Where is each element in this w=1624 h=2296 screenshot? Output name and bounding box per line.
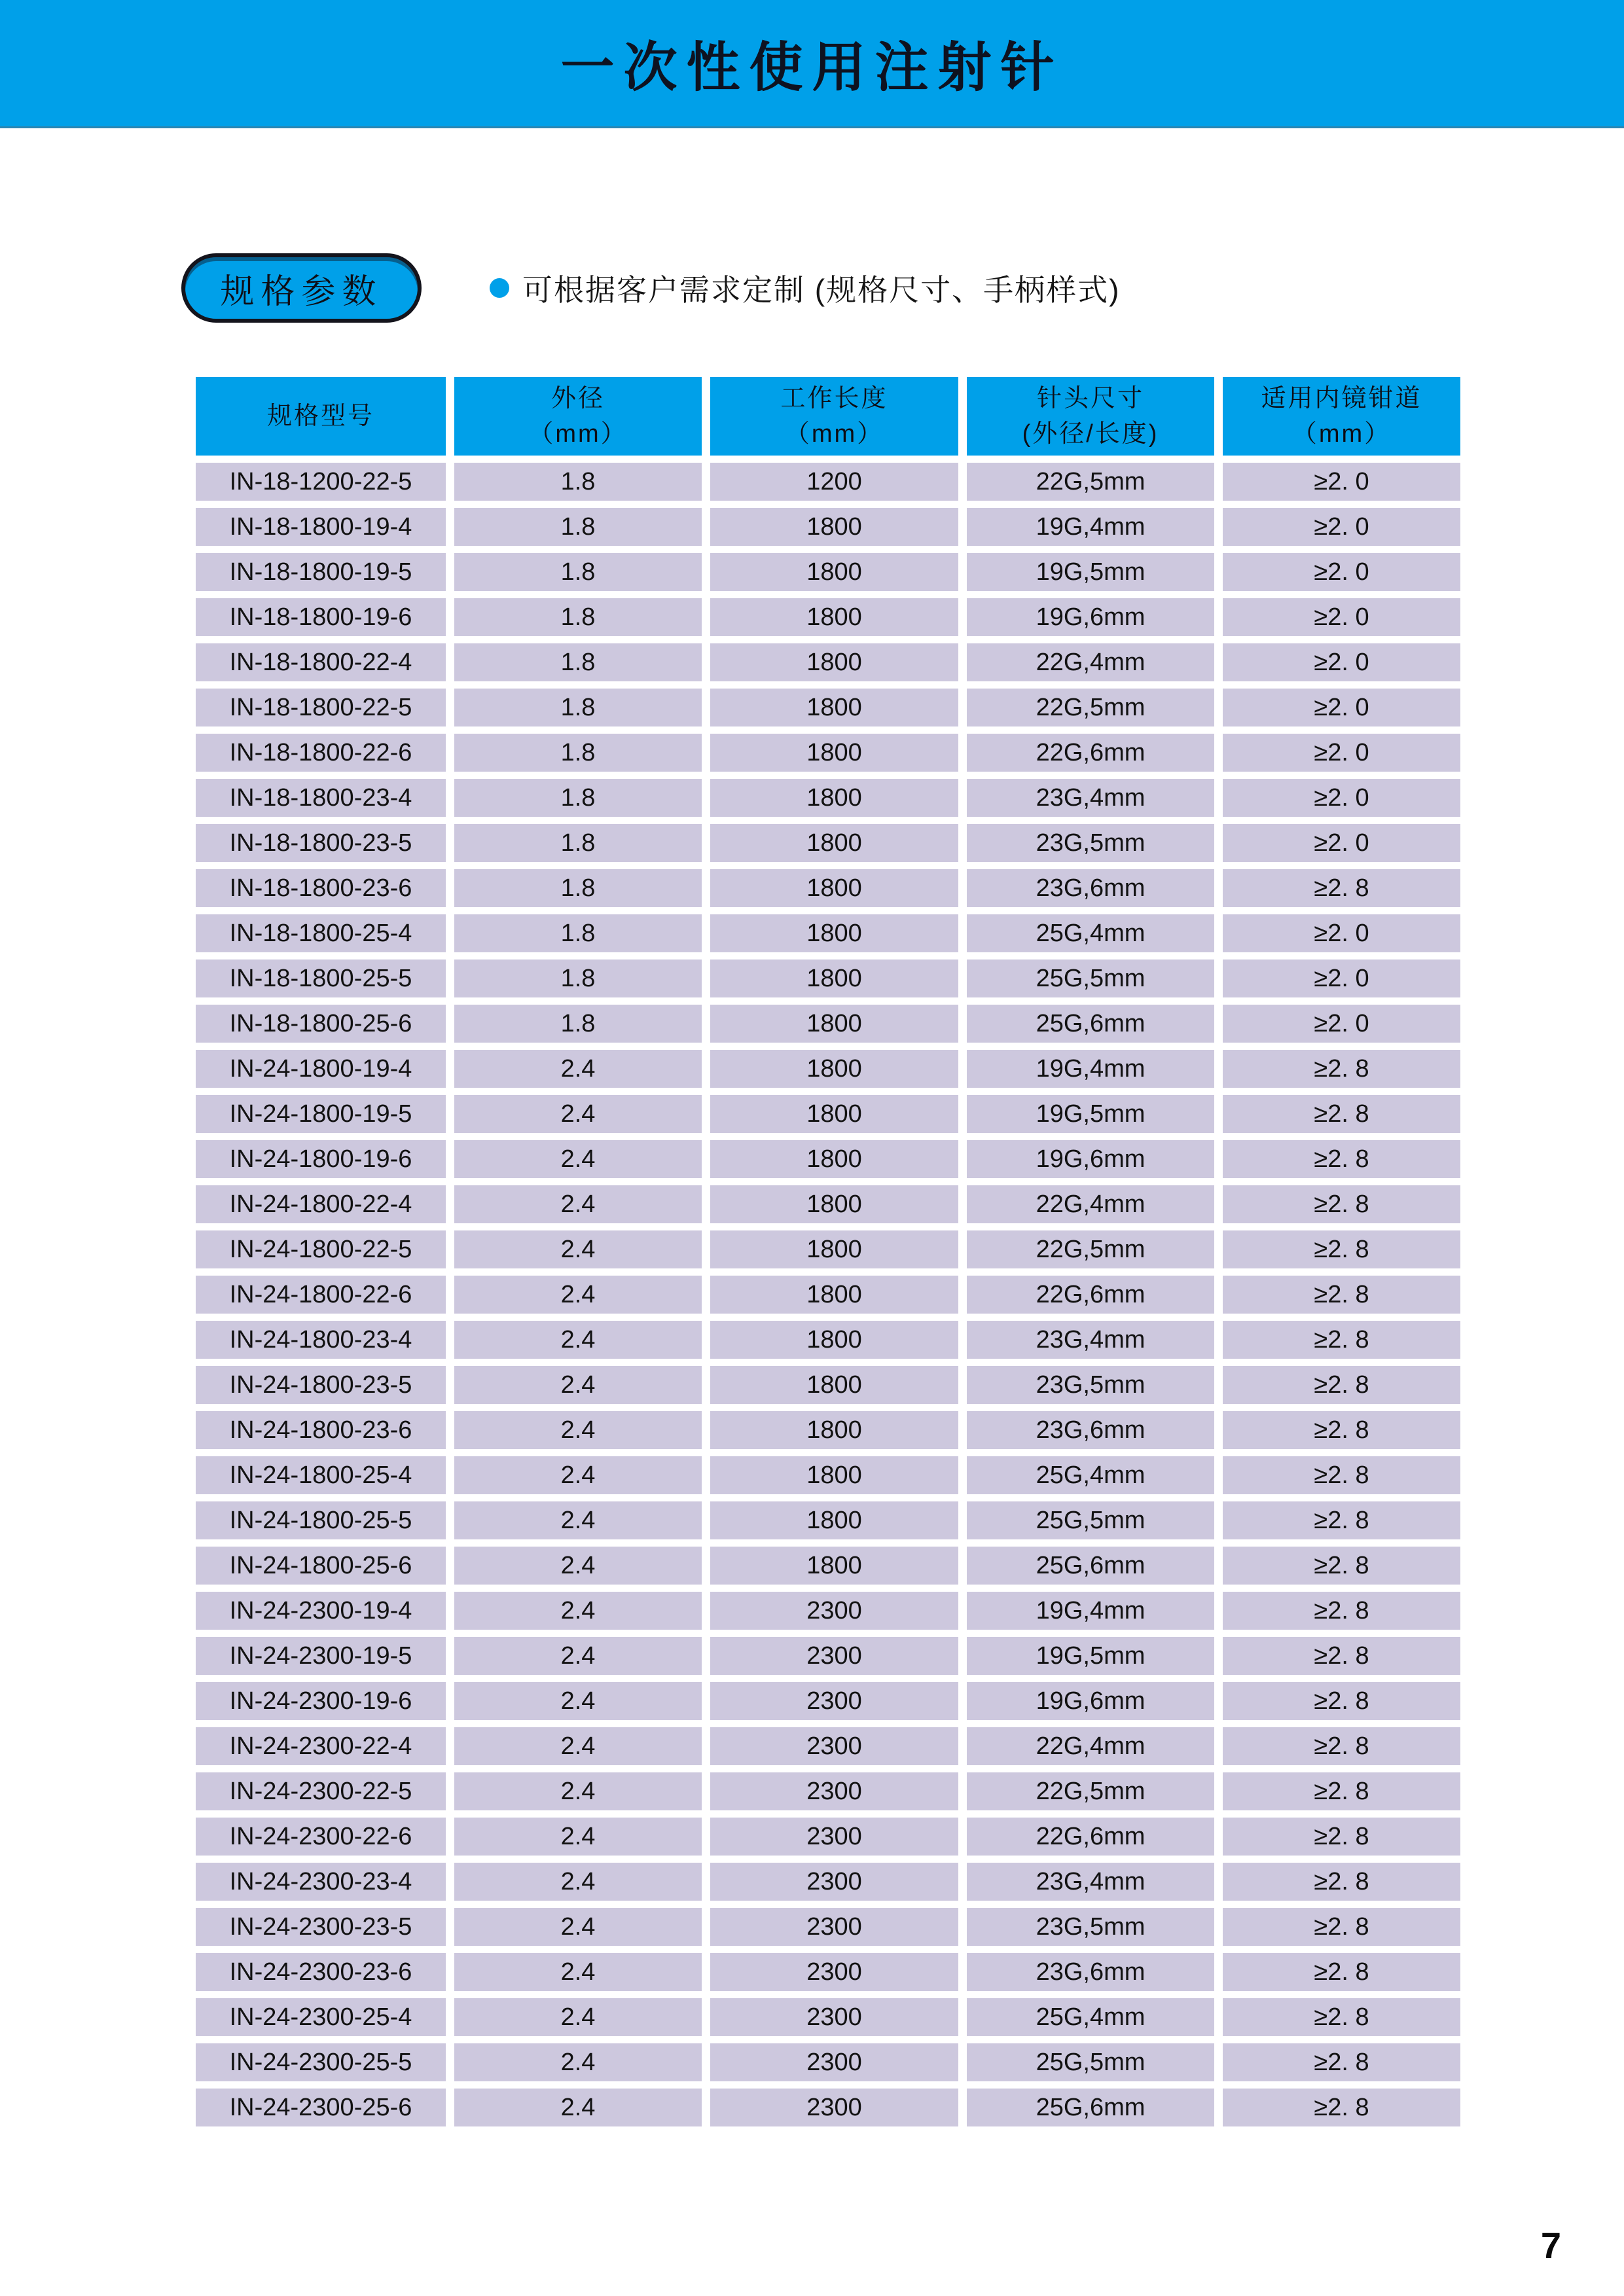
table-cell: 1.8	[454, 1005, 702, 1043]
table-cell: ≥2. 8	[1223, 1501, 1460, 1539]
table-cell: 2300	[710, 2089, 958, 2126]
table-cell: 23G,4mm	[967, 779, 1214, 817]
table-cell: ≥2. 0	[1223, 1005, 1460, 1043]
table-cell: IN-24-1800-22-5	[196, 1230, 446, 1268]
table-cell: 19G,5mm	[967, 1095, 1214, 1133]
table-cell: IN-24-1800-19-5	[196, 1095, 446, 1133]
table-cell: IN-24-2300-25-5	[196, 2043, 446, 2081]
table-cell: IN-24-1800-25-6	[196, 1547, 446, 1585]
table-cell: ≥2. 8	[1223, 1366, 1460, 1404]
table-cell: ≥2. 8	[1223, 1863, 1460, 1901]
table-cell: 1.8	[454, 960, 702, 997]
table-cell: IN-24-2300-23-6	[196, 1953, 446, 1991]
table-cell: IN-24-2300-19-5	[196, 1637, 446, 1675]
table-cell: 22G,5mm	[967, 1230, 1214, 1268]
table-cell: 1800	[710, 598, 958, 636]
table-cell: IN-18-1800-22-4	[196, 643, 446, 681]
section-label-pill	[181, 253, 422, 323]
column-header-outer-diameter	[454, 377, 702, 456]
table-cell: 23G,5mm	[967, 824, 1214, 862]
spec-table	[196, 377, 1463, 2126]
section-label-text: 规格参数	[220, 272, 383, 311]
table-cell: 22G,4mm	[967, 1727, 1214, 1765]
table-cell: 1.8	[454, 689, 702, 726]
table-cell: 2.4	[454, 1276, 702, 1314]
table-cell: IN-24-1800-23-5	[196, 1366, 446, 1404]
table-cell: 1800	[710, 1547, 958, 1585]
table-cell: 1800	[710, 1185, 958, 1223]
column-header-subtitle: （mm）	[528, 420, 628, 448]
table-cell: 2.4	[454, 1908, 702, 1946]
table-cell: IN-18-1800-19-5	[196, 553, 446, 591]
table-cell: 19G,4mm	[967, 1050, 1214, 1088]
table-cell: IN-18-1800-25-4	[196, 914, 446, 952]
table-cell: ≥2. 8	[1223, 1727, 1460, 1765]
table-cell: 1800	[710, 1140, 958, 1178]
table-cell: 2.4	[454, 1682, 702, 1720]
table-cell: 2.4	[454, 1727, 702, 1765]
table-cell: 19G,5mm	[967, 553, 1214, 591]
table-cell: ≥2. 8	[1223, 1637, 1460, 1675]
column-header-endoscope-channel	[1223, 377, 1460, 456]
customization-note-row	[490, 253, 1120, 323]
bullet-dot-icon	[490, 278, 509, 298]
table-cell: 2300	[710, 1727, 958, 1765]
table-cell: ≥2. 8	[1223, 1547, 1460, 1585]
table-cell: 25G,5mm	[967, 960, 1214, 997]
table-cell: 2.4	[454, 1501, 702, 1539]
table-cell: ≥2. 0	[1223, 508, 1460, 546]
table-cell: 23G,4mm	[967, 1863, 1214, 1901]
table-cell: 1800	[710, 1230, 958, 1268]
table-cell: 1800	[710, 1366, 958, 1404]
table-cell: 1800	[710, 779, 958, 817]
table-cell: 25G,5mm	[967, 1501, 1214, 1539]
table-cell: ≥2. 8	[1223, 869, 1460, 907]
table-cell: IN-24-2300-22-6	[196, 1818, 446, 1856]
table-cell: 1800	[710, 914, 958, 952]
table-cell: 2.4	[454, 1140, 702, 1178]
table-cell: 19G,6mm	[967, 598, 1214, 636]
table-cell: ≥2. 8	[1223, 1682, 1460, 1720]
table-cell: ≥2. 0	[1223, 689, 1460, 726]
table-cell: 1800	[710, 1411, 958, 1449]
table-cell: 2.4	[454, 1321, 702, 1359]
table-cell: 1800	[710, 1050, 958, 1088]
table-cell: ≥2. 8	[1223, 1276, 1460, 1314]
table-cell: 1.8	[454, 824, 702, 862]
table-cell: 2.4	[454, 1953, 702, 1991]
table-cell: 25G,5mm	[967, 2043, 1214, 2081]
table-cell: ≥2. 0	[1223, 734, 1460, 772]
table-cell: 1800	[710, 553, 958, 591]
table-cell: 19G,4mm	[967, 1592, 1214, 1630]
table-cell: IN-24-1800-22-6	[196, 1276, 446, 1314]
table-cell: ≥2. 8	[1223, 1185, 1460, 1223]
page-number: 7	[1540, 2225, 1561, 2266]
table-cell: 22G,6mm	[967, 1276, 1214, 1314]
table-cell: 22G,4mm	[967, 643, 1214, 681]
table-cell: 1800	[710, 824, 958, 862]
table-cell: 1800	[710, 1321, 958, 1359]
table-cell: 1.8	[454, 914, 702, 952]
table-cell: 25G,4mm	[967, 1998, 1214, 2036]
table-cell: 25G,6mm	[967, 1005, 1214, 1043]
table-cell: 22G,5mm	[967, 463, 1214, 501]
column-header-title: 规格型号	[266, 403, 374, 430]
table-cell: 2.4	[454, 1095, 702, 1133]
table-cell: 1800	[710, 1456, 958, 1494]
table-cell: ≥2. 0	[1223, 960, 1460, 997]
table-cell: 23G,6mm	[967, 1953, 1214, 1991]
table-cell: 2300	[710, 1592, 958, 1630]
table-cell: 1800	[710, 960, 958, 997]
table-cell: 1800	[710, 1276, 958, 1314]
table-cell: 2.4	[454, 1863, 702, 1901]
table-cell: 1800	[710, 869, 958, 907]
table-cell: 2.4	[454, 1547, 702, 1585]
table-cell: 1.8	[454, 553, 702, 591]
table-cell: ≥2. 8	[1223, 1230, 1460, 1268]
table-cell: IN-24-1800-19-4	[196, 1050, 446, 1088]
table-cell: ≥2. 0	[1223, 463, 1460, 501]
table-cell: 1800	[710, 508, 958, 546]
table-cell: 22G,4mm	[967, 1185, 1214, 1223]
table-cell: 1800	[710, 1095, 958, 1133]
table-cell: ≥2. 8	[1223, 1908, 1460, 1946]
table-cell: ≥2. 8	[1223, 1456, 1460, 1494]
table-cell: ≥2. 8	[1223, 1321, 1460, 1359]
table-cell: 2300	[710, 1772, 958, 1810]
table-cell: IN-18-1800-23-6	[196, 869, 446, 907]
table-cell: 22G,6mm	[967, 734, 1214, 772]
column-header-title: 外径	[550, 385, 605, 412]
table-cell: ≥2. 8	[1223, 1095, 1460, 1133]
table-cell: 2.4	[454, 1366, 702, 1404]
table-cell: 1.8	[454, 869, 702, 907]
column-header-subtitle: (外径/长度)	[1022, 420, 1159, 448]
table-cell: IN-18-1800-25-5	[196, 960, 446, 997]
table-cell: 25G,6mm	[967, 2089, 1214, 2126]
table-cell: ≥2. 8	[1223, 1411, 1460, 1449]
table-cell: IN-24-2300-23-5	[196, 1908, 446, 1946]
table-cell: ≥2. 0	[1223, 553, 1460, 591]
table-cell: IN-24-2300-23-4	[196, 1863, 446, 1901]
table-cell: ≥2. 8	[1223, 1998, 1460, 2036]
table-cell: 19G,6mm	[967, 1140, 1214, 1178]
table-cell: IN-18-1800-23-4	[196, 779, 446, 817]
table-cell: 2300	[710, 1908, 958, 1946]
table-cell: 19G,6mm	[967, 1682, 1214, 1720]
table-cell: ≥2. 0	[1223, 824, 1460, 862]
table-cell: 23G,6mm	[967, 1411, 1214, 1449]
table-cell: 25G,6mm	[967, 1547, 1214, 1585]
table-cell: ≥2. 8	[1223, 1818, 1460, 1856]
column-header-title: 适用内镜钳道	[1261, 385, 1422, 412]
table-cell: IN-24-2300-22-4	[196, 1727, 446, 1765]
table-cell: ≥2. 8	[1223, 1050, 1460, 1088]
customization-note-text: 可根据客户需求定制 (规格尺寸、手柄样式)	[522, 273, 1121, 307]
column-header-title: 针头尺寸	[1036, 385, 1144, 412]
table-cell: IN-18-1800-22-6	[196, 734, 446, 772]
table-cell: 2.4	[454, 1230, 702, 1268]
table-cell: ≥2. 8	[1223, 1772, 1460, 1810]
page-header-banner	[0, 0, 1624, 128]
table-cell: 2.4	[454, 1050, 702, 1088]
table-cell: 22G,5mm	[967, 689, 1214, 726]
table-cell: ≥2. 8	[1223, 2089, 1460, 2126]
column-header-needle-size	[967, 377, 1214, 456]
table-cell: 19G,5mm	[967, 1637, 1214, 1675]
table-cell: ≥2. 8	[1223, 1592, 1460, 1630]
table-cell: IN-24-1800-23-4	[196, 1321, 446, 1359]
table-cell: IN-18-1800-23-5	[196, 824, 446, 862]
page-title: 一次性使用注射针	[560, 38, 1064, 98]
table-cell: 2300	[710, 2043, 958, 2081]
table-cell: 2.4	[454, 2089, 702, 2126]
column-header-model	[196, 377, 446, 456]
column-header-title: 工作长度	[780, 385, 888, 412]
table-cell: ≥2. 8	[1223, 1953, 1460, 1991]
table-cell: 1200	[710, 463, 958, 501]
spec-table-body	[196, 463, 1463, 2126]
table-cell: 19G,4mm	[967, 508, 1214, 546]
table-cell: 22G,6mm	[967, 1818, 1214, 1856]
table-cell: 1.8	[454, 463, 702, 501]
table-cell: IN-24-1800-22-4	[196, 1185, 446, 1223]
table-cell: 2300	[710, 1818, 958, 1856]
table-cell: 2.4	[454, 1818, 702, 1856]
column-header-subtitle: （mm）	[784, 420, 884, 448]
table-cell: IN-24-1800-25-4	[196, 1456, 446, 1494]
table-cell: 2300	[710, 1637, 958, 1675]
table-cell: ≥2. 8	[1223, 2043, 1460, 2081]
table-cell: 2.4	[454, 1185, 702, 1223]
spec-table-header-row	[196, 377, 1463, 456]
table-cell: 2.4	[454, 1998, 702, 2036]
table-cell: 25G,4mm	[967, 1456, 1214, 1494]
table-cell: IN-18-1200-22-5	[196, 463, 446, 501]
table-cell: 2.4	[454, 1637, 702, 1675]
table-cell: 1.8	[454, 598, 702, 636]
table-cell: 23G,5mm	[967, 1366, 1214, 1404]
table-cell: 23G,5mm	[967, 1908, 1214, 1946]
table-cell: 2.4	[454, 1411, 702, 1449]
table-cell: 1800	[710, 689, 958, 726]
table-cell: IN-24-2300-25-4	[196, 1998, 446, 2036]
table-cell: ≥2. 0	[1223, 598, 1460, 636]
table-cell: 1800	[710, 1005, 958, 1043]
table-cell: 25G,4mm	[967, 914, 1214, 952]
table-cell: IN-24-2300-25-6	[196, 2089, 446, 2126]
table-cell: 2300	[710, 1863, 958, 1901]
table-cell: ≥2. 0	[1223, 643, 1460, 681]
table-cell: 2300	[710, 1682, 958, 1720]
table-cell: IN-18-1800-19-6	[196, 598, 446, 636]
table-cell: IN-24-1800-19-6	[196, 1140, 446, 1178]
table-cell: 22G,5mm	[967, 1772, 1214, 1810]
table-cell: IN-24-2300-22-5	[196, 1772, 446, 1810]
column-header-working-length	[710, 377, 958, 456]
table-cell: 1800	[710, 1501, 958, 1539]
table-cell: 1.8	[454, 734, 702, 772]
table-cell: 1.8	[454, 643, 702, 681]
column-header-subtitle: （mm）	[1291, 420, 1392, 448]
table-cell: 2.4	[454, 2043, 702, 2081]
table-cell: 1800	[710, 734, 958, 772]
table-cell: 2.4	[454, 1592, 702, 1630]
table-cell: 23G,4mm	[967, 1321, 1214, 1359]
table-cell: IN-18-1800-19-4	[196, 508, 446, 546]
table-cell: 2300	[710, 1953, 958, 1991]
table-cell: 2300	[710, 1998, 958, 2036]
table-cell: ≥2. 8	[1223, 1140, 1460, 1178]
table-cell: IN-18-1800-22-5	[196, 689, 446, 726]
table-cell: 1800	[710, 643, 958, 681]
table-cell: ≥2. 0	[1223, 914, 1460, 952]
table-cell: IN-24-1800-23-6	[196, 1411, 446, 1449]
table-cell: IN-24-2300-19-4	[196, 1592, 446, 1630]
table-cell: 1.8	[454, 779, 702, 817]
table-cell: IN-18-1800-25-6	[196, 1005, 446, 1043]
table-cell: 2.4	[454, 1772, 702, 1810]
table-cell: 1.8	[454, 508, 702, 546]
table-cell: IN-24-2300-19-6	[196, 1682, 446, 1720]
table-cell: ≥2. 0	[1223, 779, 1460, 817]
table-cell: 23G,6mm	[967, 869, 1214, 907]
table-cell: 2.4	[454, 1456, 702, 1494]
table-cell: IN-24-1800-25-5	[196, 1501, 446, 1539]
